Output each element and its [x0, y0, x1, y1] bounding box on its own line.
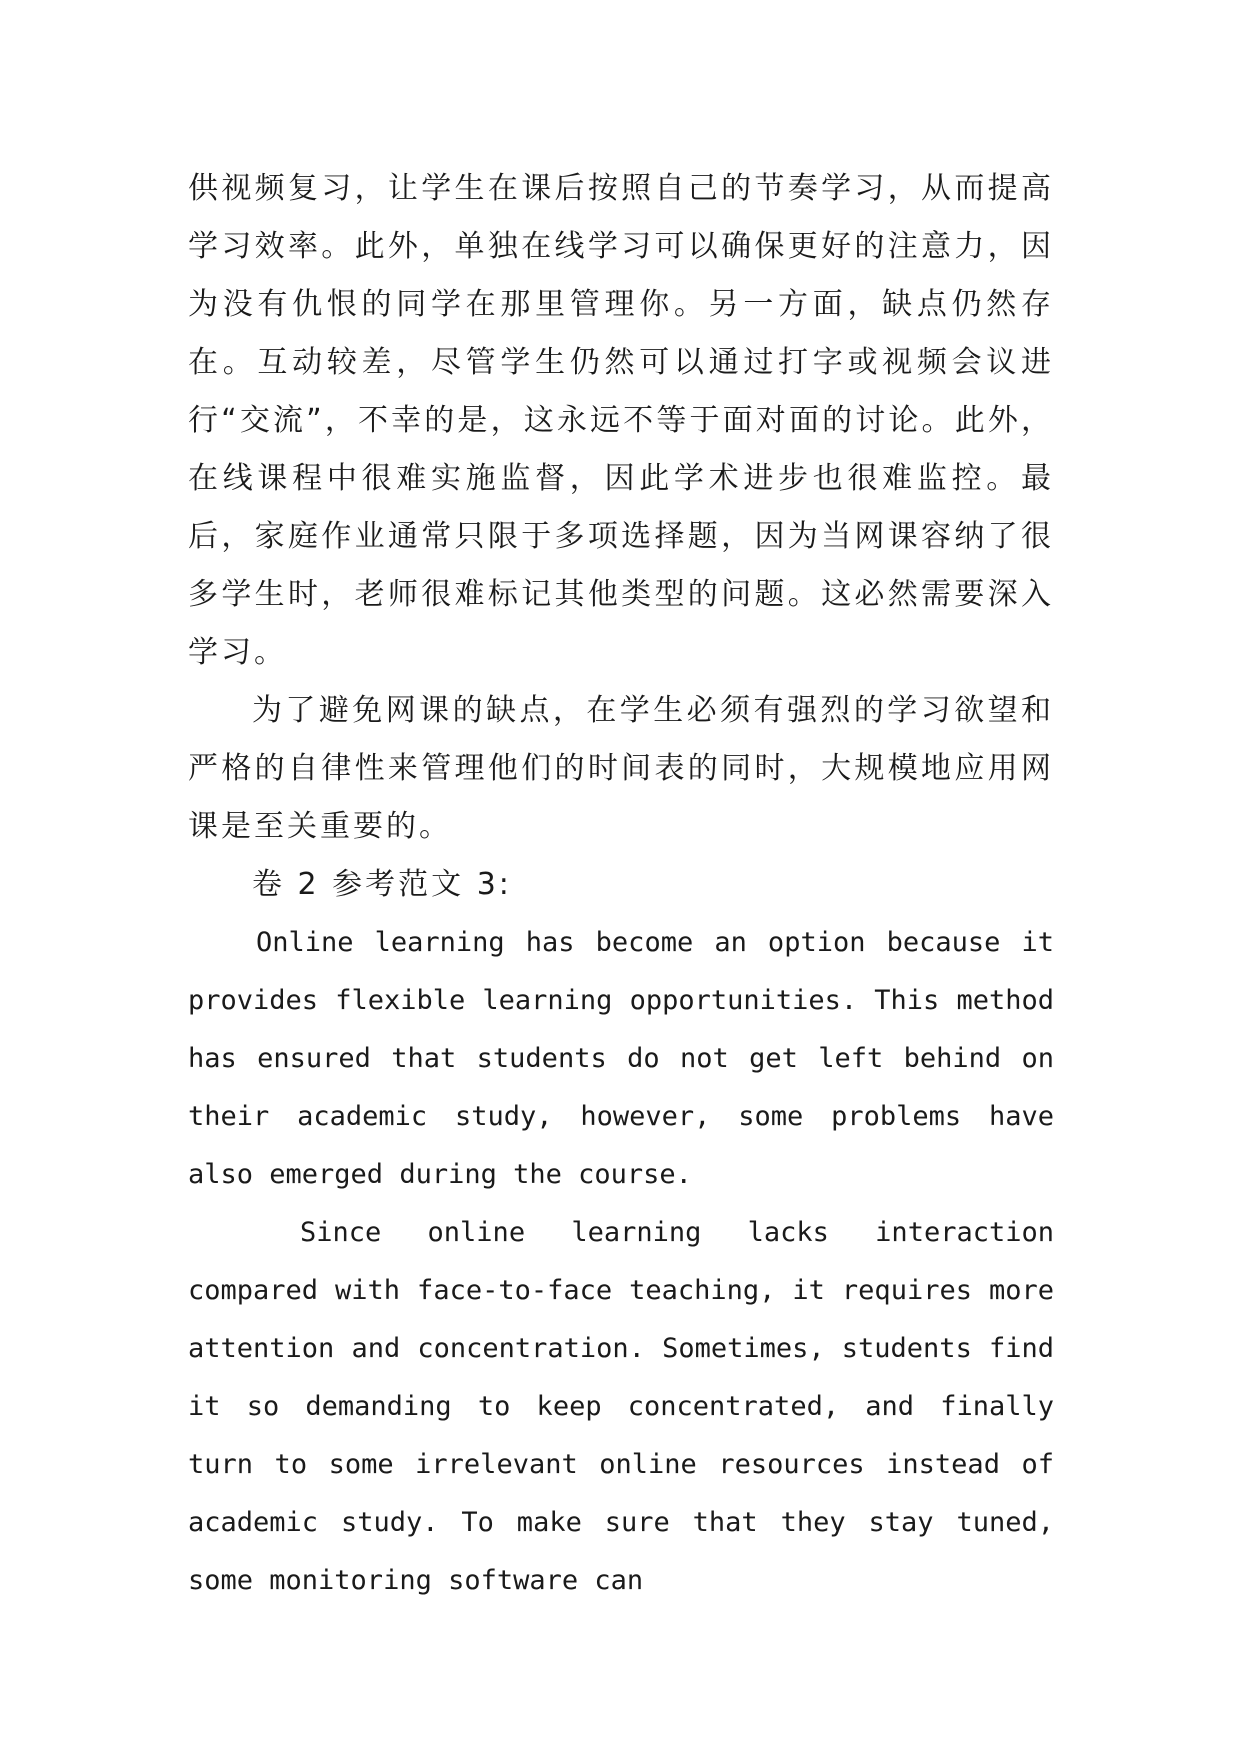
document-body: [188, 160, 1054, 1610]
paragraph-chinese-1: 供视频复习，让学生在课后按照自己的节奏学习，从而提高学习效率。此外，单独在线学习可以确保更好的注意力，因为没有仇恨的同学在那里管理你。另一方面，缺点仍然存在。互动较差，尽管学生仍然可以通过打字或视频会议进行“交流”，不幸的是，这永远不等于面对面的讨论。此外，在线课程中很难实施监督，因此学术进步也很难监控。最后，家庭作业通常只限于多项选择题，因为当网课容纳了很多学生时，老师很难标记其他类型的问题。这必然需要深入学习。: [188, 171, 1054, 670]
section-heading: 卷 2 参考范文 3:: [252, 867, 512, 902]
paragraph-english-2: Since online learning lacks interaction compared with face-to-face teaching, it requires more attention and concentration. Sometimes, students find it so demanding to keep concentrated, and finally turn to some irrelevant online resources instead of academic study. To make sure that they stay tuned, some monitoring software can: [188, 1217, 1054, 1596]
paragraph-english-1: Online learning has become an option because it provides flexible learning opportunities. This method has ensured that students do not get left behind on their academic study, however, some problems have also emerged during the course.: [188, 927, 1054, 1190]
paragraph-chinese-2: 为了避免网课的缺点，在学生必须有强烈的学习欲望和严格的自律性来管理他们的时间表的同时，大规模地应用网课是至关重要的。: [188, 693, 1054, 844]
